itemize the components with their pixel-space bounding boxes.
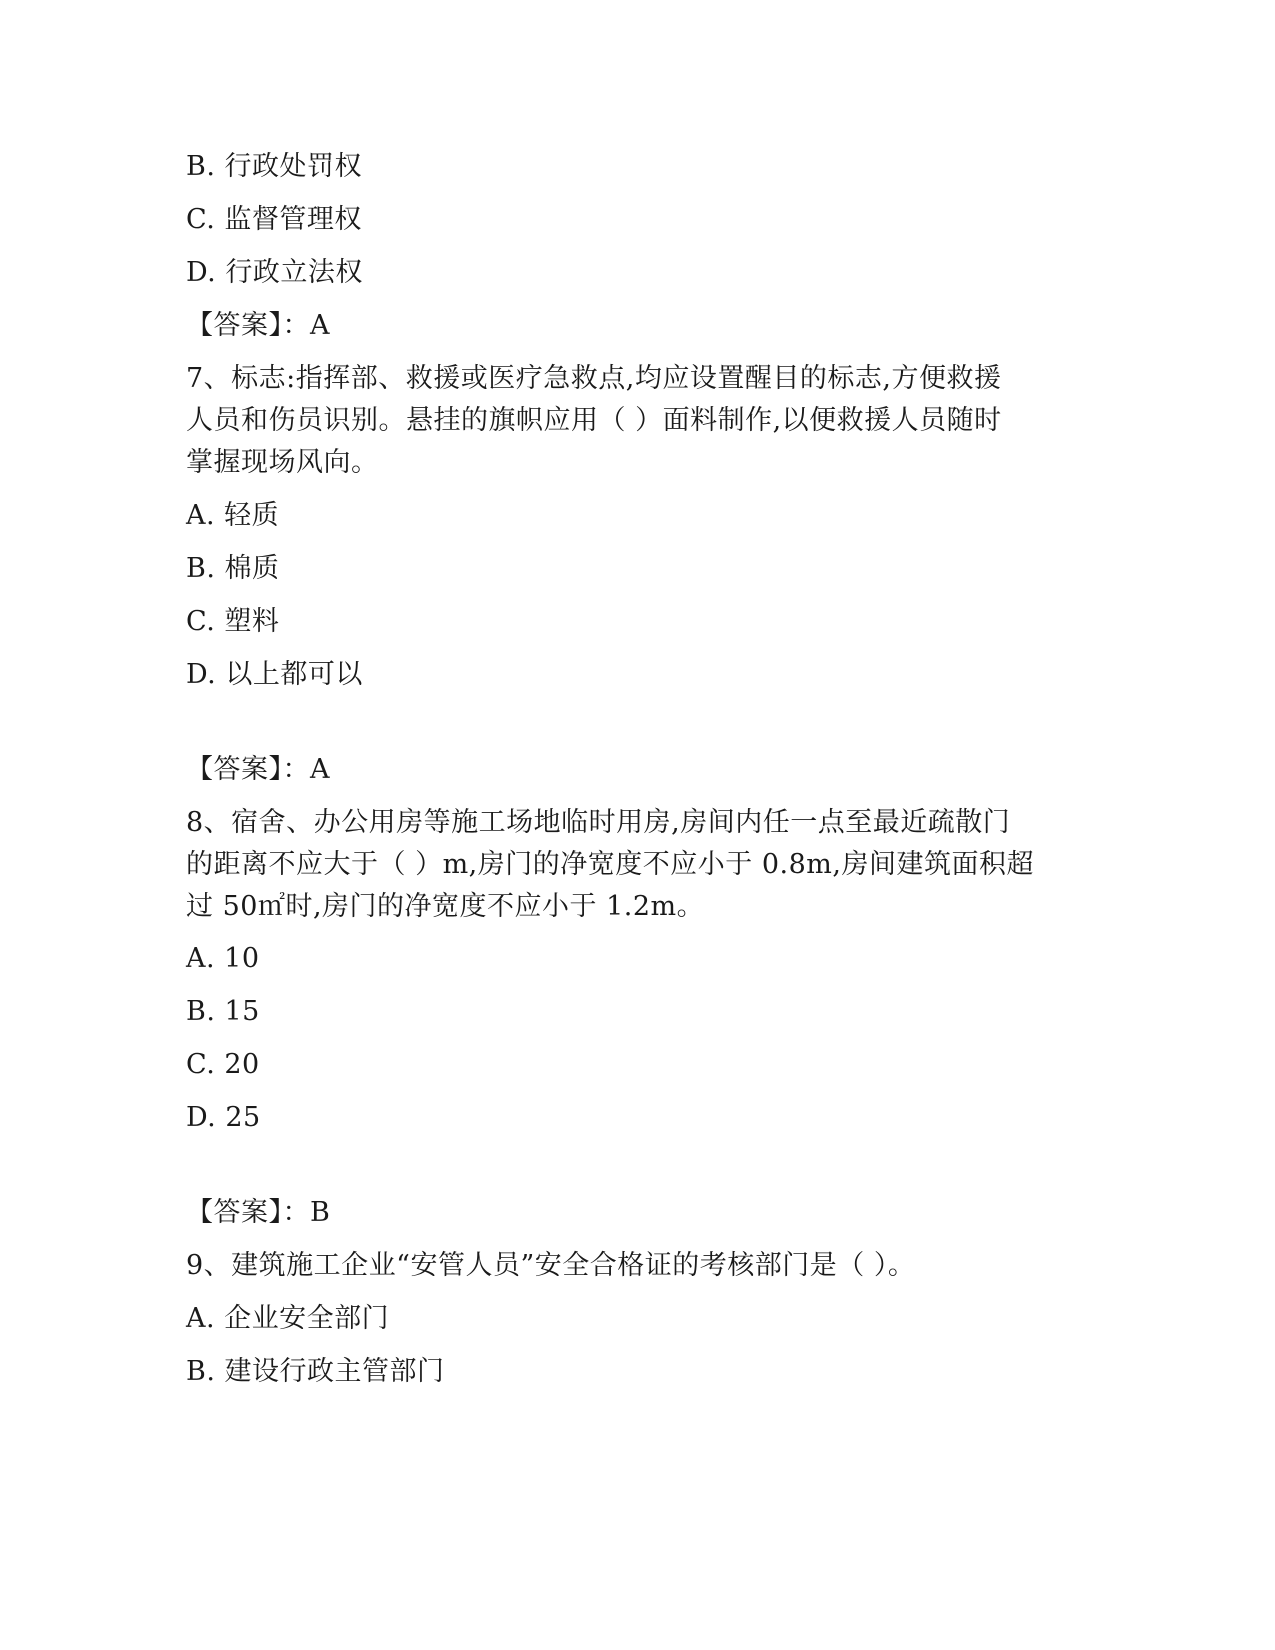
q7-option-b: B. 棉质: [186, 553, 280, 584]
q7-option-d: D. 以上都可以: [186, 659, 363, 690]
prev-answer: 【答案】：A: [186, 310, 330, 341]
q8-option-a: A. 10: [186, 943, 260, 974]
q8-answer: 【答案】：B: [186, 1197, 331, 1228]
q8-stem-line-3: 过 50㎡时,房门的净宽度不应小于 1.2m。: [186, 891, 705, 922]
q7-option-c: C. 塑料: [186, 606, 280, 637]
q9-stem-line-1: 9、建筑施工企业“安管人员”安全合格证的考核部门是（ ）。: [186, 1250, 916, 1281]
q8-option-b: B. 15: [186, 996, 260, 1027]
prev-option-d: D. 行政立法权: [186, 257, 363, 288]
q8-option-c: C. 20: [186, 1049, 260, 1080]
q9-option-a: A. 企业安全部门: [186, 1303, 390, 1334]
q8-option-d: D. 25: [186, 1102, 261, 1133]
q7-stem-line-3: 掌握现场风向。: [186, 447, 379, 478]
prev-option-c: C. 监督管理权: [186, 204, 362, 235]
q7-stem-line-1: 7、标志:指挥部、救援或医疗急救点,均应设置醒目的标志,方便救援: [186, 363, 1002, 394]
prev-option-b: B. 行政处罚权: [186, 151, 363, 182]
q8-stem-line-1: 8、宿舍、办公用房等施工场地临时用房,房间内任一点至最近疏散门: [186, 807, 1011, 838]
q7-stem-line-2: 人员和伤员识别。悬挂的旗帜应用（ ）面料制作,以便救援人员随时: [186, 405, 1002, 436]
q7-answer: 【答案】：A: [186, 754, 330, 785]
q7-option-a: A. 轻质: [186, 500, 280, 531]
q9-option-b: B. 建设行政主管部门: [186, 1356, 445, 1387]
q8-stem-line-2: 的距离不应大于（ ）m,房门的净宽度不应小于 0.8m,房间建筑面积超: [186, 849, 1034, 880]
